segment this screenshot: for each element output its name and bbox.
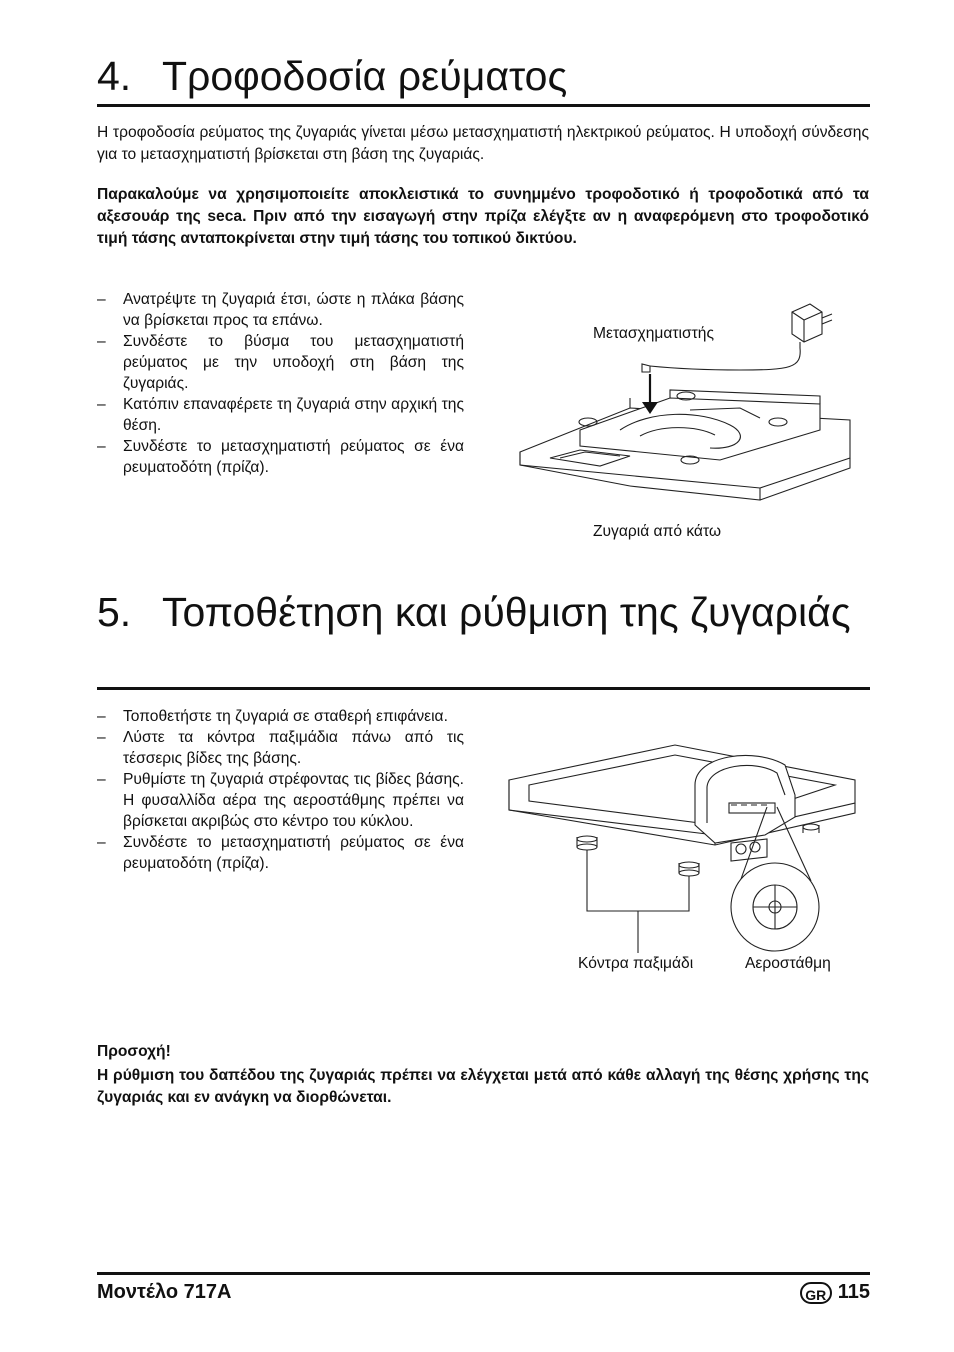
list-item: – Ρυθμίστε τη ζυγαριά στρέφοντας τις βίδες βάσης. Η φυσαλλίδα αέρα της αεροστάθμης πρέπει να βρίσκεται ακριβώς στο κέντρο του κύκλου. [97,769,464,832]
scale-levelling-figure [505,725,865,955]
language-badge: GR [800,1282,832,1304]
section-4-steps [97,289,464,478]
section-4-rule [97,104,870,107]
section-5-heading [97,588,869,636]
label-scale-bottom: Ζυγαριά από κάτω [593,523,722,540]
label-transformer: Μετασχηματιστής [593,325,714,342]
section-4-number: 4. [97,53,132,99]
label-spirit-level: Αεροστάθμη [745,955,831,972]
footer-page-info [800,1281,870,1304]
list-item: – Λύστε τα κόντρα παξιμάδια πάνω από τις τέσσερις βίδες της βάσης. [97,727,464,769]
scale-underside-figure [510,290,870,520]
page-number: 115 [837,1281,870,1303]
list-item: – Συνδέστε το μετασχηματιστή ρεύματος σε ένα ρευματοδότη (πρίζα). [97,436,464,478]
list-item: – Συνδέστε το βύσμα του μετασχηματιστή ρεύματος με την υποδοχή στη βάση της ζυγαριάς. [97,331,464,394]
section-5-steps [97,706,464,874]
section-4-intro: Η τροφοδοσία ρεύματος της ζυγαριάς γίνεται μέσω μετασχηματιστή ηλεκτρικού ρεύματος. Η υποδοχή σύνδεσης για το μετασχηματιστή βρίσκεται στη βάση της ζυγαριάς. [97,124,869,163]
notice-heading: Προσοχή! [97,1043,171,1060]
section-5-title: Τοποθέτηση και ρύθμιση της ζυγαριάς [162,589,851,635]
list-item: – Συνδέστε το μετασχηματιστή ρεύματος σε ένα ρευματοδότη (πρίζα). [97,832,464,874]
notice-text: Η ρύθμιση του δαπέδου της ζυγαριάς πρέπει να ελέγχεται μετά από κάθε αλλαγή της θέσης χρήσης της ζυγαριάς και εν ανάγκη να διορθώνεται. [97,1067,869,1106]
list-item: – Τοποθετήστε τη ζυγαριά σε σταθερή επιφάνεια. [97,706,464,727]
footer-rule [97,1272,870,1275]
section-4-heading [97,52,869,100]
section-4-warning: Παρακαλούμε να χρησιμοποιείτε αποκλειστικά το συνημμένο τροφοδοτικό ή τροφοδοτικά από τα αξεσουάρ της seca. Πριν από την εισαγωγή στην πρίζα ελέγξτε αν η αναφερόμενη στο τροφοδοτικό τιμή τάσης ανταποκρίνεται στην τιμή τάσης του τοπικού δικτύου. [97,186,869,247]
list-item: – Κατόπιν επαναφέρετε τη ζυγαριά στην αρχική της θέση. [97,394,464,436]
section-5-number: 5. [97,589,132,635]
label-locknut: Κόντρα παξιμάδι [578,955,694,972]
section-5-rule [97,687,870,690]
footer-model: Μοντέλο 717A [97,1281,232,1303]
section-4-title: Τροφοδοσία ρεύματος [162,53,568,99]
list-item: – Ανατρέψτε τη ζυγαριά έτσι, ώστε η πλάκα βάσης να βρίσκεται προς τα επάνω. [97,289,464,331]
